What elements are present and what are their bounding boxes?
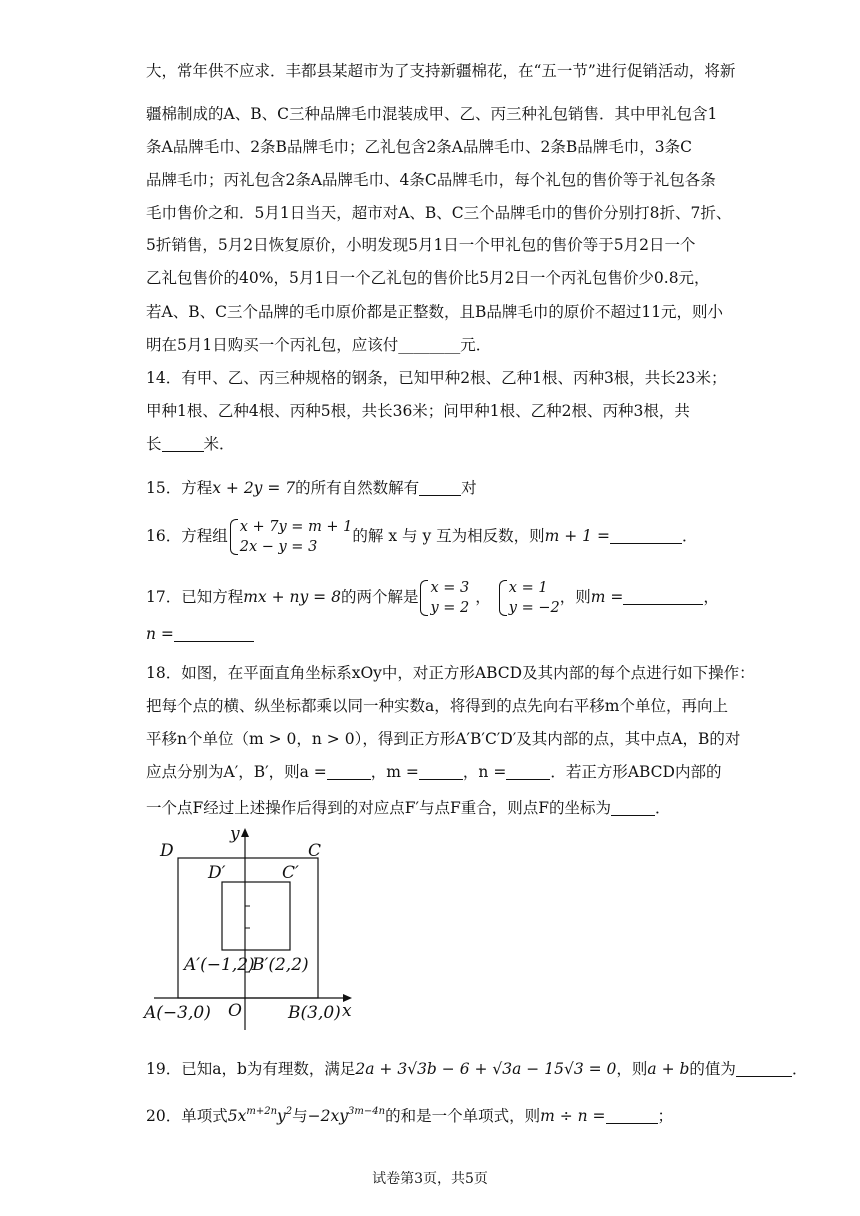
q17-n-label: n = — [146, 625, 174, 643]
q17-n-blank[interactable] — [174, 625, 254, 642]
q13-line-6: 5折销售，5月2日恢复原价，小明发现5月1日一个甲礼包的售价等于5月2日一个 — [146, 236, 696, 254]
q13-line-8: 若A、B、C三个品牌的毛巾原价都是正整数，且B品牌毛巾的原价不超过11元，则小 — [146, 303, 724, 321]
square-abcd-prime — [222, 882, 290, 950]
q20-and: 与 — [292, 1107, 308, 1125]
q17-comma: ， — [703, 588, 719, 606]
q20-line — [146, 1100, 721, 1128]
coordinate-figure — [140, 822, 370, 1034]
q16-prefix: 16．方程组 — [146, 527, 228, 545]
q16-eq-1: x + 7y = m + 1 — [239, 519, 353, 535]
q18-f-text: 一个点F经过上述操作后得到的对应点F′与点F重合，则点F的坐标为 — [146, 799, 612, 817]
q16-expression: m + 1 = — [544, 527, 610, 545]
q19-prefix: 19．已知a，b为有理数，满足 — [146, 1060, 356, 1078]
q17-line-1 — [146, 575, 721, 619]
label-d-prime: D′ — [208, 863, 226, 883]
q20-term-2 — [308, 1107, 385, 1125]
q16-system — [228, 517, 353, 557]
q17-s2-y: y = −2 — [508, 600, 560, 616]
q17-s1-y: y = 2 — [430, 600, 470, 616]
q17-sep: ， — [475, 588, 491, 606]
q13-line-4: 品牌毛巾；丙礼包含2条A品牌毛巾、4条C品牌毛巾，每个礼包的售价等于礼包各条 — [146, 171, 716, 189]
q18-line-2: 把每个点的横、纵坐标都乘以同一种实数a，将得到的点先向右平移m个单位，再向上 — [146, 697, 728, 715]
q17-m-blank[interactable] — [623, 588, 703, 605]
q17-text: 的两个解是 — [340, 588, 419, 606]
label-d: D — [160, 841, 174, 861]
label-a-prime: A′(−1,2) — [184, 955, 255, 975]
q19-equation: 2a + 3√3b − 6 + √3a − 15√3 = 0 — [355, 1060, 617, 1078]
q20-prefix: 20．单项式 — [146, 1107, 228, 1125]
q18-text: ．若正方形ABCD内部的 — [550, 763, 722, 781]
q19-text: 的值为 — [689, 1060, 736, 1078]
q20-t1-base: 5x — [227, 1107, 247, 1125]
label-a: A(−3,0) — [144, 1003, 211, 1023]
q20-t1-yexp: 2 — [285, 1106, 293, 1117]
q13-line-9: 明在5月1日购买一个丙礼包，应该付________元． — [146, 336, 492, 354]
q14-answer-blank[interactable] — [162, 435, 204, 452]
q16-eq-2: 2x − y = 3 — [239, 539, 318, 555]
q17-solution-2 — [497, 578, 560, 618]
q20-text: 的和是一个单项式，则 — [385, 1107, 541, 1125]
q19-suffix: ． — [791, 1060, 808, 1078]
q19-expression: a + b — [647, 1060, 690, 1078]
q14-line-2: 甲种1根、乙种4根、丙种5根，共长36米；问甲种1根、乙种2根、丙种3根，共 — [146, 402, 690, 420]
q16-line — [146, 514, 721, 558]
q18-line-4 — [146, 760, 721, 784]
label-c-prime: C′ — [282, 863, 299, 883]
q15-equation: x + 2y = 7 — [212, 479, 296, 497]
q18-line-5 — [146, 796, 721, 820]
q18-n-blank[interactable] — [506, 763, 550, 780]
q18-m-label: ，m = — [370, 763, 419, 781]
q20-suffix: ； — [657, 1107, 674, 1125]
q17-s2-x: x = 1 — [508, 580, 548, 596]
q15-text: 的所有自然数解有 — [295, 479, 420, 497]
label-b-prime: B′(2,2) — [252, 955, 309, 975]
q20-term-1 — [228, 1107, 292, 1125]
q18-line-1: 18．如图，在平面直角坐标系xOy中，对正方形ABCD及其内部的每个点进行如下操作： — [146, 664, 755, 682]
q17-prefix: 17．已知方程 — [146, 588, 244, 606]
q20-t2-exp: 3m−4n — [348, 1106, 386, 1117]
q20-t1-y: y — [277, 1107, 286, 1125]
q17-line-2 — [146, 622, 721, 646]
q16-suffix: ． — [681, 527, 698, 545]
q13-line-5: 毛巾售价之和．5月1日当天，超市对A、B、C三个品牌毛巾的售价分别打8折、7折、 — [146, 204, 732, 222]
q18-n-label: ，n = — [462, 763, 507, 781]
q15-answer-blank[interactable] — [419, 479, 461, 496]
q15-line — [146, 476, 721, 500]
q19-then: ，则 — [616, 1060, 648, 1078]
q17-then: ，则 — [559, 588, 591, 606]
q20-expression: m ÷ n = — [540, 1107, 606, 1125]
label-x-axis: x — [342, 1001, 352, 1021]
q13-line-7: 乙礼包售价的40%，5月1日一个乙礼包的售价比5月2日一个丙礼包售价少0.8元， — [146, 269, 710, 287]
q18-line-3: 平移n个单位（m > 0，n > 0），得到正方形A′B′C′D′及其内部的点，其中点A，B的对 — [146, 730, 741, 748]
q14-suffix: 米． — [203, 435, 235, 453]
q19-answer-blank[interactable] — [736, 1060, 792, 1077]
q18-m-blank[interactable] — [419, 763, 463, 780]
q15-prefix: 15．方程 — [146, 479, 213, 497]
q18-a-label: 应点分别为A′，B′，则a = — [146, 763, 327, 781]
q13-line-1: 大，常年供不应求．丰都县某超市为了支持新疆棉花，在“五一节”进行促销活动，将新 — [146, 62, 736, 80]
q16-text: 的解 x 与 y 互为相反数，则 — [352, 527, 545, 545]
q14-line-3 — [146, 432, 721, 456]
q17-equation: mx + ny = 8 — [243, 588, 341, 606]
q13-line-2: 疆棉制成的A、B、C三种品牌毛巾混装成甲、乙、丙三种礼包销售．其中甲礼包含1 — [146, 105, 718, 123]
q17-s1-x: x = 3 — [430, 580, 470, 596]
q13-line-3: 条A品牌毛巾、2条B品牌毛巾；乙礼包含2条A品牌毛巾、2条B品牌毛巾，3条C — [146, 138, 692, 156]
label-c: C — [308, 841, 322, 861]
label-origin: O — [228, 1001, 242, 1021]
q14-prefix: 长 — [146, 435, 162, 453]
q17-m-label: m = — [590, 588, 624, 606]
q18-f-blank[interactable] — [611, 799, 655, 816]
label-b: B(3,0) — [288, 1003, 341, 1023]
q19-line — [146, 1057, 808, 1081]
label-y-axis: y — [230, 824, 240, 844]
q20-answer-blank[interactable] — [606, 1107, 658, 1124]
q20-t2-base: −2xy — [307, 1107, 349, 1125]
q15-suffix: 对 — [461, 479, 477, 497]
q14-line-1: 14．有甲、乙、丙三种规格的钢条，已知甲种2根、乙种1根、丙种3根，共长23米； — [146, 369, 727, 387]
page-footer: 试卷第3页，共5页 — [372, 1171, 488, 1187]
q18-f-suffix: ． — [655, 799, 671, 817]
q16-answer-blank[interactable] — [610, 527, 682, 544]
q18-a-blank[interactable] — [327, 763, 371, 780]
y-axis-arrow — [241, 828, 249, 837]
q20-t1-exp: m+2n — [246, 1106, 278, 1117]
q17-solution-1 — [418, 578, 469, 618]
